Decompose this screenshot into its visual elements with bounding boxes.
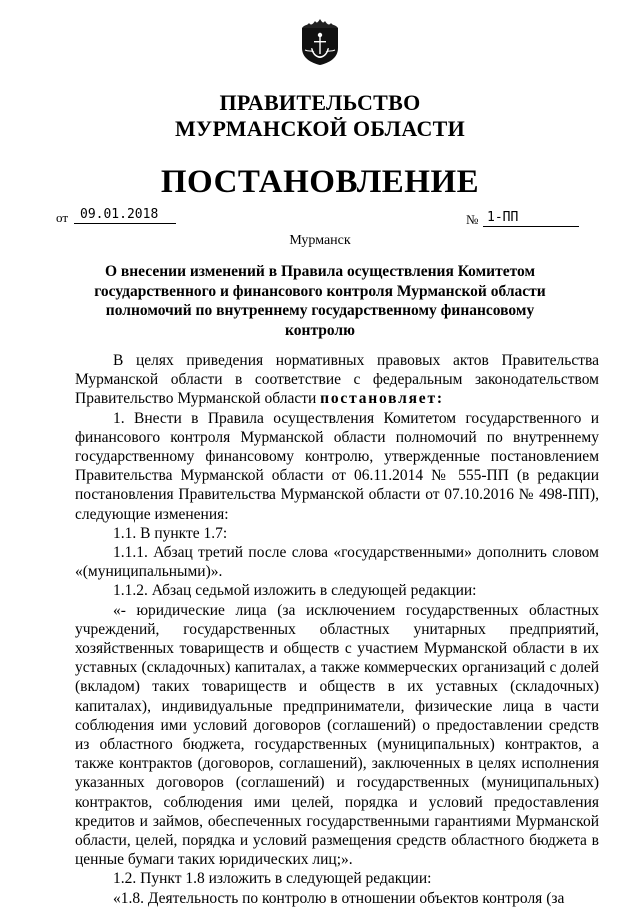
date-prefix: от <box>56 210 69 225</box>
paragraph: «- юридические лица (за исключением государственных областных учреждений, государственных областных унитарных предприятий, хозяйственных товариществ и обществ с участием Мурманской области в их уставных (складочных) капиталах, а также коммерческих организаций с долей (вкладом) таких товариществ и обществ в их уставных (складочных) капиталах), индивидуальные предприниматели, физические лица в части соблюдения ими условий договоров (соглашений) о предоставлении средств из областного бюджета, государственных (муниципальных) контрактов, а также контрактов (договоров, соглашений), заключенных в целях исполнения указанных договоров (соглашений) и государственных (муниципальных) контрактов, соблюдения ими целей, порядка и условий предоставления кредитов и займов, обеспеченных государственными гарантиями Мурманской области, целей, порядка и условий размещения средств областного бюджета в ценные бумаги таких юридических лиц;». <box>75 601 599 869</box>
paragraph: 1.1. В пункте 1.7: <box>113 524 228 542</box>
paragraph <box>75 351 599 409</box>
document-number: 1-ПП <box>483 210 579 227</box>
document-body <box>75 351 599 908</box>
paragraph: 1.1.1. Абзац третий после слова «государственными» дополнить словом «(муниципальными)». <box>75 544 599 581</box>
issuing-city: Мурманск <box>289 233 351 248</box>
number-prefix: № <box>466 212 479 227</box>
paragraph: 1.2. Пункт 1.8 изложить в следующей редакции: <box>113 870 432 888</box>
document-title: О внесении изменений в Правила осуществления Комитетом государственного и финансового контроля Мурманской области полномочий по внутреннему государственному финансовому контролю <box>94 263 546 339</box>
paragraph: 1. Внести в Правила осуществления Комитетом государственного и финансового контроля Мурманской области полномочий по внутреннему государственному финансовому контролю, утвержденные постановлением Правительства Мурманской области от 06.11.2014 № 555-ПП (в редакции постановления Правительства Мурманской области от 07.10.2016 № 498-ПП), следующие изменения: <box>75 409 599 523</box>
resolves-word: постановляет: <box>320 390 444 408</box>
document-type: ПОСТАНОВЛЕНИЕ <box>160 164 480 200</box>
organization-name-line1: ПРАВИТЕЛЬСТВО <box>219 90 421 115</box>
paragraph: 1.1.2. Абзац седьмой изложить в следующей редакции: <box>113 582 477 600</box>
paragraph-text: В целях приведения нормативных правовых актов Правительства Мурманской области в соответствие с федеральным законодательством Правительство Мурманской области <box>75 352 599 408</box>
document-date: 09.01.2018 <box>74 207 176 224</box>
organization-name-line2: МУРМАНСКОЙ ОБЛАСТИ <box>174 116 466 141</box>
paragraph: «1.8. Деятельность по контролю в отношении объектов контроля (за <box>113 889 565 907</box>
coat-of-arms-icon <box>299 14 341 66</box>
